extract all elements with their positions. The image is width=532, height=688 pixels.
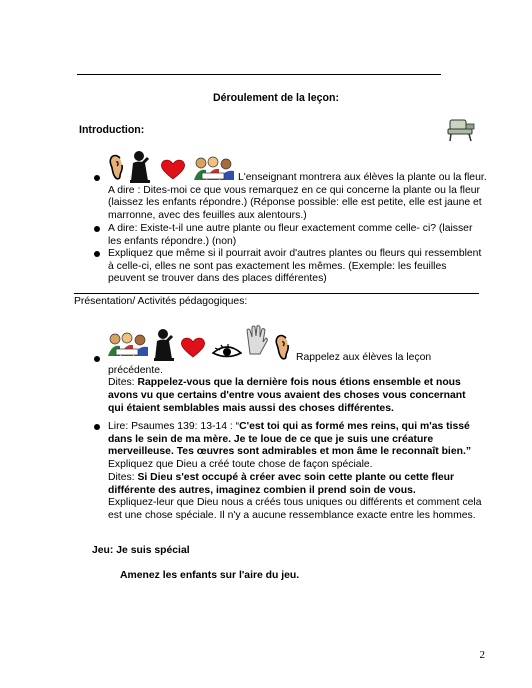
- verse-text: dans le sein de ma mère. Je te loue de ce que je suis une créature: [108, 433, 434, 445]
- intro-bullet-3-line: peuvent se trouver dans des places différentes): [108, 273, 327, 285]
- dites-text: différente des autres, imaginez combien il prend soin de vous.: [108, 484, 416, 496]
- top-rule: [77, 74, 441, 75]
- game-instruction: Amenez les enfants sur l'aire du jeu.: [120, 570, 300, 581]
- lire-label: Lire: Psaumes 139: 13-14 : “: [108, 421, 240, 432]
- explain-text: Expliquez-leur que Dieu nous a créés tous uniques ou différents et comment cela: [108, 497, 482, 509]
- intro-bullet-3-line: à celle-ci, elles ne sont pas exactement les mêmes. (Exemple: les feuilles: [108, 260, 447, 272]
- intro-bullet-2-line: A dire: Existe-t-il une autre plante ou fleur exactement comme celle- ci? (laisser: [108, 223, 473, 234]
- presentation-bullet-1-cont: précédente.: [108, 364, 163, 376]
- dites-label: Dites:: [108, 471, 138, 483]
- section-rule: [74, 293, 479, 294]
- dites-label: Dites:: [108, 377, 138, 389]
- presentation-heading: Présentation/ Activités pédagogiques:: [74, 296, 248, 307]
- bullet: [94, 226, 100, 232]
- bullet: [94, 251, 100, 257]
- explain-text: est une chose spéciale. Il n'y a aucune ressemblance exacte entre les hommes.: [108, 509, 476, 521]
- intro-bullet-1-line: marronne, avec des feuilles aux alentours.): [108, 210, 307, 222]
- dites-text: Rappelez-vous que la dernière fois nous étions ensemble et nous: [137, 377, 461, 389]
- game-heading: Jeu: Je suis spécial: [92, 545, 190, 556]
- dites-text: Si Dieu s'est occupé à créer avec soin cette plante ou cette fleur: [137, 471, 455, 483]
- intro-bullet-2-line: les enfants répondre.) (non): [108, 235, 237, 247]
- intro-bullet-3-line: Expliquez que même si il pourrait avoir d'autres plantes ou fleurs qui ressemblent: [108, 248, 482, 259]
- intro-bullet-1-line: (laissez les enfants répondre.) (Réponse possible: elle est petite, elle est jaune et: [108, 197, 482, 209]
- intro-bullet-1-line: A dire : Dites-moi ce que vous remarquez en ce qui concerne la plante ou la fleur: [108, 184, 480, 196]
- page-title: Déroulement de la leçon:: [213, 92, 339, 104]
- dites-text: qui étaient semblables mais aussi des choses différentes.: [108, 402, 394, 414]
- explain-text: Expliquez que Dieu a créé toute chose de façon spéciale.: [108, 459, 373, 471]
- verse-text: merveilleuse. Tes œuvres sont admirables et mon âme le reconnaît bien.”: [108, 446, 472, 458]
- verse-text: C'est toi qui as formé mes reins, qui m'as tissé: [239, 421, 470, 432]
- page-number: 2: [479, 649, 485, 661]
- chair-icon: [446, 118, 476, 142]
- bullet: [94, 424, 100, 430]
- introduction-heading: Introduction:: [79, 124, 145, 136]
- dites-text: avons vu que certains d'entre vous avaient des choses vous concernant: [108, 390, 466, 402]
- intro-bullet-1-first-line: L'enseignant montrera aux élèves la plante ou la fleur.: [238, 172, 487, 183]
- presentation-bullet-1-inline: Rappelez aux élèves la leçon: [296, 352, 432, 363]
